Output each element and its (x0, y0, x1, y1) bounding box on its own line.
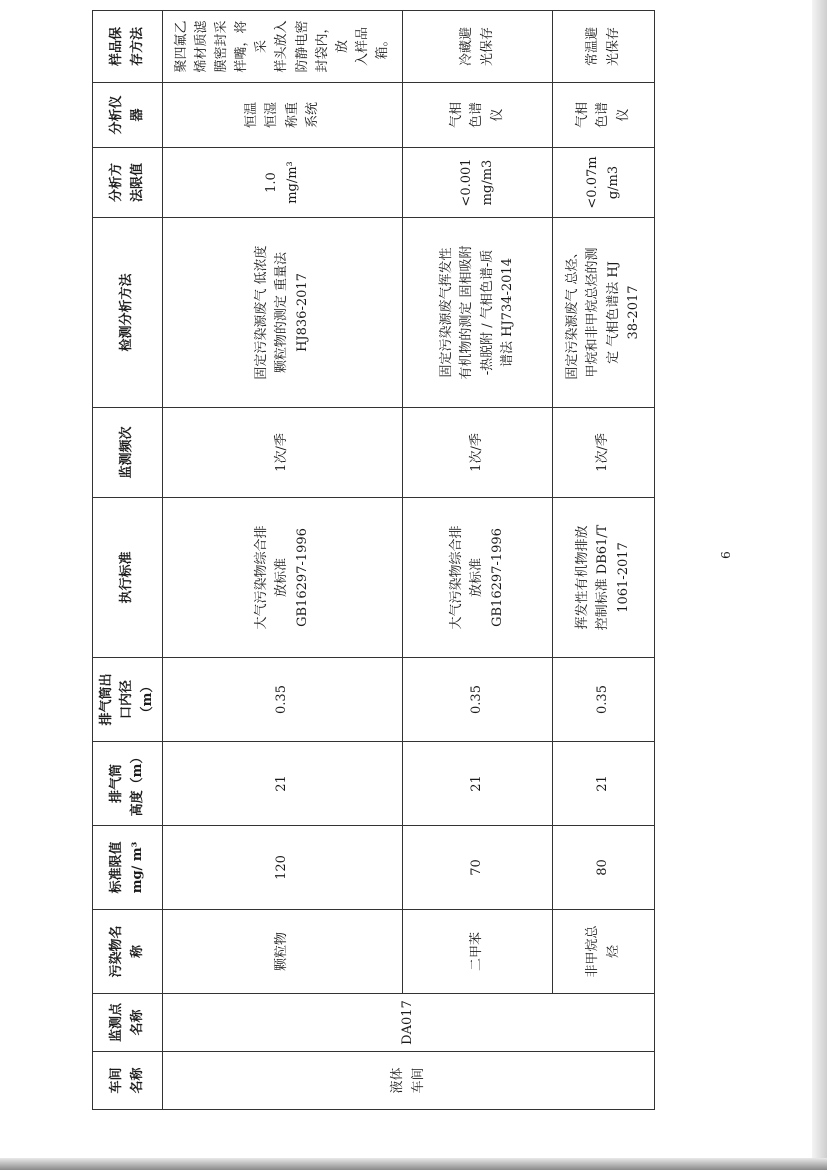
header-row (93, 11, 163, 1110)
cell-frequency: 1次/季 (403, 408, 553, 498)
cell-limit: 70 (403, 826, 553, 910)
cell-method: 固定污染源废气 低浓度 颗粒物的测定 重量法 HJ836-2017 (163, 218, 403, 408)
cell-method-limit: <0.07m g/m3 (553, 148, 655, 218)
cell-diameter: 0.35 (553, 658, 655, 742)
table-row (553, 11, 655, 1110)
cell-storage: 聚四氟乙 烯材质滤 膜密封采 样嘴，将采 样头放入 防静电密 封袋内，放 入样品箱。 (163, 11, 403, 83)
cell-standard: 挥发性有机物排放 控制标准 DB61/T 1061-2017 (553, 498, 655, 658)
cell-workshop: 液体 车间 (163, 1052, 655, 1110)
cell-pollutant: 二甲苯 (403, 910, 553, 994)
cell-frequency: 1次/季 (163, 408, 403, 498)
cell-standard: 大气污染物综合排 放标准 GB16297-1996 (163, 498, 403, 658)
table-row (163, 11, 403, 1110)
cell-method: 固定污染源废气 总烃、 甲烷和非甲烷总烃的测 定 气相色谱法 HJ 38-2017 (553, 218, 655, 408)
header-pollutant: 污染物名 称 (93, 910, 163, 994)
page-number: 6 (719, 551, 733, 559)
monitoring-table (92, 10, 655, 1110)
cell-standard: 大气污染物综合排 放标准 GB16297-1996 (403, 498, 553, 658)
cell-instrument: 气相 色谱 仪 (403, 83, 553, 148)
cell-storage: 冷藏避 光保存 (403, 11, 553, 83)
header-height: 排气筒 高度（m） (93, 742, 163, 826)
cell-diameter: 0.35 (163, 658, 403, 742)
page-bottom-shadow (0, 1158, 827, 1170)
header-diameter: 排气筒出 口内径 （m） (93, 658, 163, 742)
cell-frequency: 1次/季 (553, 408, 655, 498)
cell-pollutant: 非甲烷总 烃 (553, 910, 655, 994)
cell-instrument: 气相 色谱 仪 (553, 83, 655, 148)
header-standard: 执行标准 (93, 498, 163, 658)
table-row (403, 11, 553, 1110)
cell-height: 21 (403, 742, 553, 826)
cell-limit: 80 (553, 826, 655, 910)
header-frequency: 监测频次 (93, 408, 163, 498)
page-edge-shadow (812, 0, 827, 1170)
cell-method-limit: <0.001 mg/m3 (403, 148, 553, 218)
cell-height: 21 (163, 742, 403, 826)
header-workshop: 车间 名称 (93, 1052, 163, 1110)
header-method: 检测分析方法 (93, 218, 163, 408)
header-limit: 标准限值 mg/ m³ (93, 826, 163, 910)
cell-method: 固定污染源废气挥发性 有机物的测定 固相吸附 -热脱附 / 气相色谱-质 谱法 HJ734-2014 (403, 218, 553, 408)
header-storage: 样品保 存方法 (93, 11, 163, 83)
cell-height: 21 (553, 742, 655, 826)
rotated-table-container (92, 20, 654, 1110)
cell-instrument: 恒温 恒湿 称重 系统 (163, 83, 403, 148)
cell-method-limit: 1.0 mg/m³ (163, 148, 403, 218)
cell-pollutant: 颗粒物 (163, 910, 403, 994)
header-point: 监测点 名称 (93, 994, 163, 1052)
cell-storage: 常温避 光保存 (553, 11, 655, 83)
header-method-limit: 分析方 法限值 (93, 148, 163, 218)
cell-limit: 120 (163, 826, 403, 910)
header-instrument: 分析仪 器 (93, 83, 163, 148)
cell-point: DA017 (163, 994, 655, 1052)
cell-diameter: 0.35 (403, 658, 553, 742)
